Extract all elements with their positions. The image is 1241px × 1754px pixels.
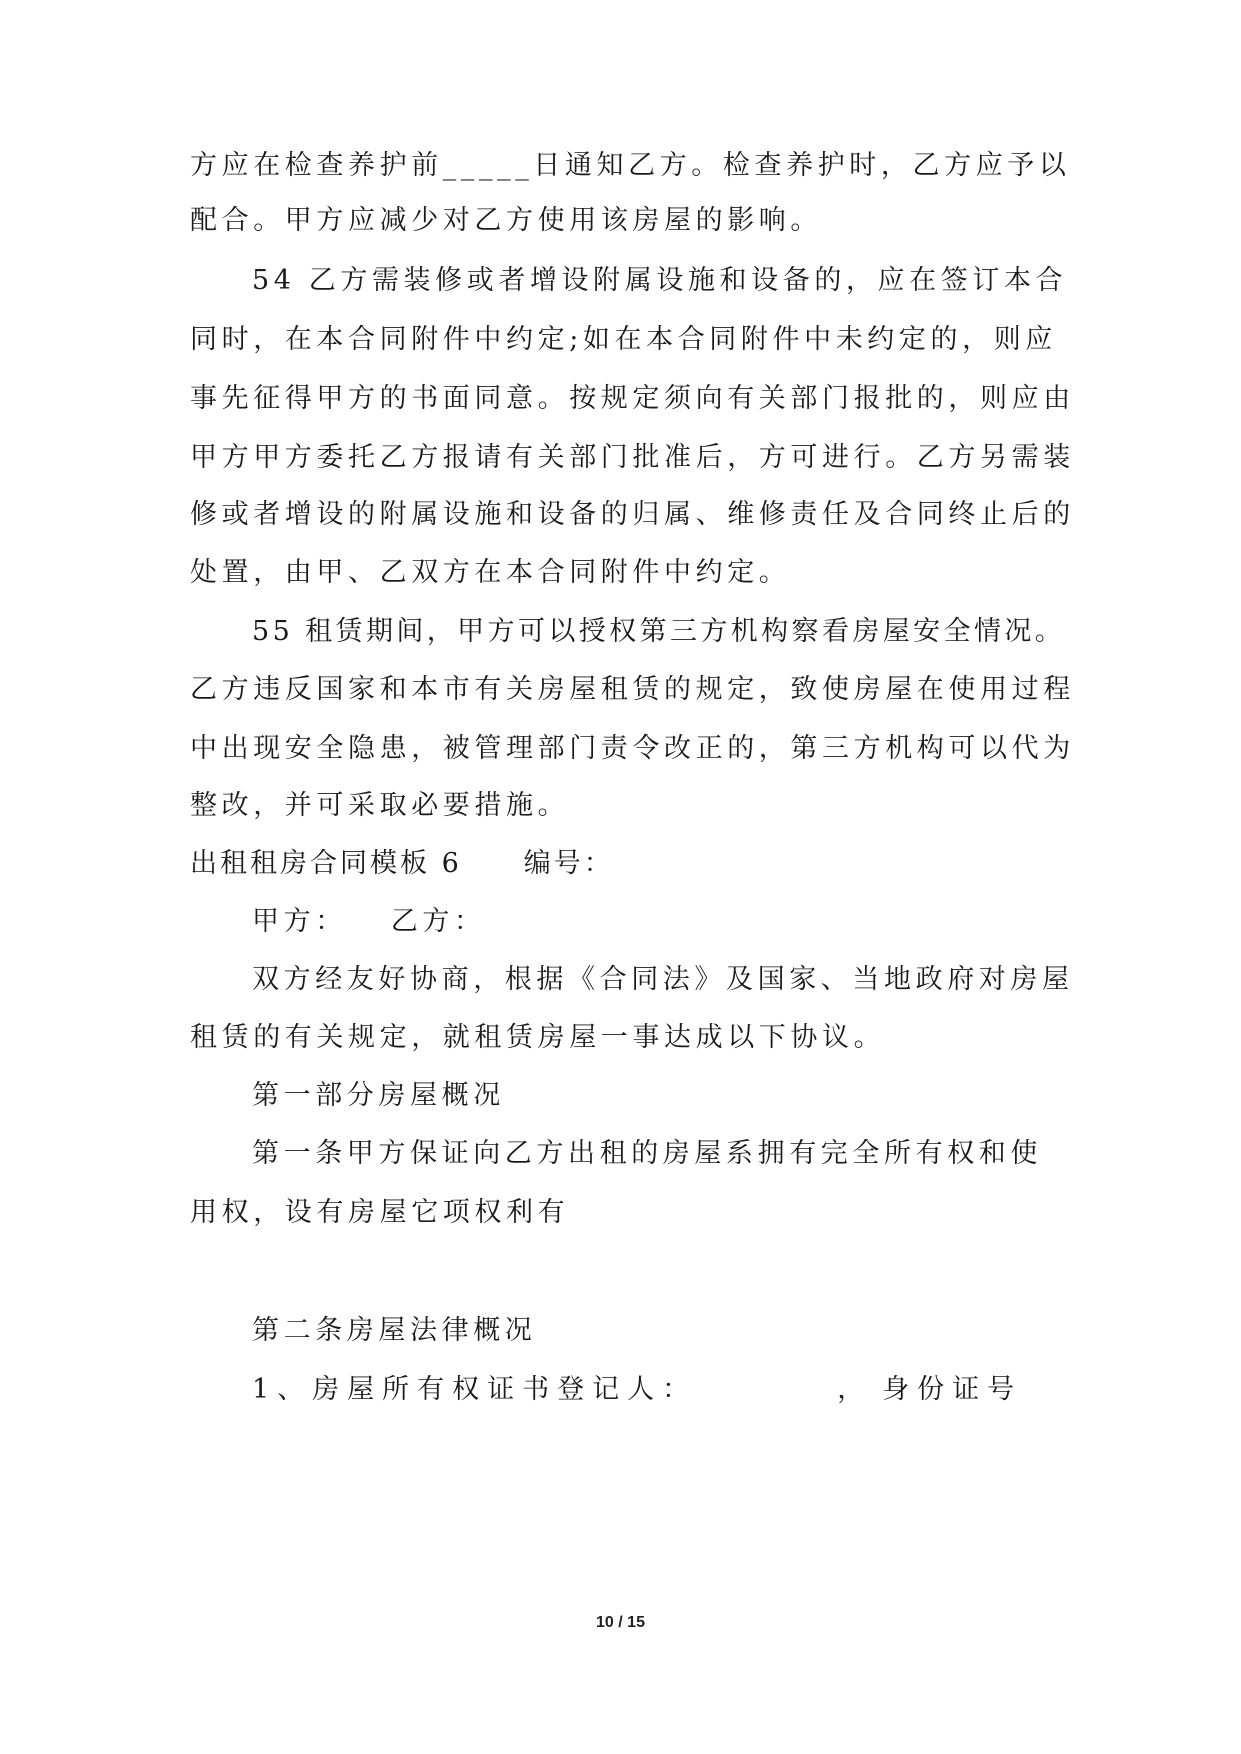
paragraph-line: 中出现安全隐患，被管理部门责令改正的，第三方机构可以代为 [190,733,1075,764]
paragraph-line: 方应在检查养护前_____日通知乙方。检查养护时，乙方应予以 [190,150,1071,181]
paragraph-line: 同时，在本合同附件中约定;如在本合同附件中未约定的，则应 [190,324,1057,355]
paragraph-line: 事先征得甲方的书面同意。按规定须向有关部门报批的，则应由 [190,383,1075,414]
number-label: 编号： [523,848,614,879]
article-one-line: 用权，设有房屋它项权利有 [190,1197,570,1228]
part-one-heading: 第一部分房屋概况 [252,1080,505,1111]
paragraph-line: 修或者增设的附属设施和设备的归属、维修责任及合同终止后的 [190,499,1075,530]
page-number: 10 / 15 [596,1614,645,1631]
paragraph-line: 配合。甲方应减少对乙方使用该房屋的影响。 [190,205,822,236]
intro-line: 双方经友好协商，根据《合同法》及国家、当地政府对房屋 [252,964,1074,995]
party-a-label: 甲方： [252,906,347,937]
template-title-line [190,844,614,884]
clause-55-line: 55 租赁期间，甲方可以授权第三方机构察看房屋安全情况。 [252,616,1066,647]
party-b-label: 乙方： [390,906,486,937]
paragraph-line: 甲方甲方委托乙方报请有关部门批准后，方可进行。乙方另需装 [190,442,1075,473]
item-one-line [252,1370,1048,1410]
article-one-line: 第一条甲方保证向乙方出租的房屋系拥有完全所有权和使 [252,1138,1042,1169]
paragraph-line: 处置，由甲、乙双方在本合同附件中约定。 [190,557,791,588]
paragraph-line: 整改，并可采取必要措施。 [190,790,570,821]
intro-line: 租赁的有关规定，就租赁房屋一事达成以下协议。 [190,1022,886,1053]
parties-line [252,902,486,942]
item-one-separator: ， [837,1374,873,1405]
paragraph-line: 乙方违反国家和本市有关房屋租赁的规定，致使房屋在使用过程 [190,674,1075,705]
template-title: 出租租房合同模板 6 [190,848,462,879]
item-one-label: 1、房屋所有权证书登记人： [252,1374,698,1405]
article-two-heading: 第二条房屋法律概况 [252,1315,537,1346]
clause-54-line: 54 乙方需装修或者增设附属设施和设备的，应在签订本合 [252,265,1068,296]
item-one-tail: 身份证号 [882,1374,1023,1405]
